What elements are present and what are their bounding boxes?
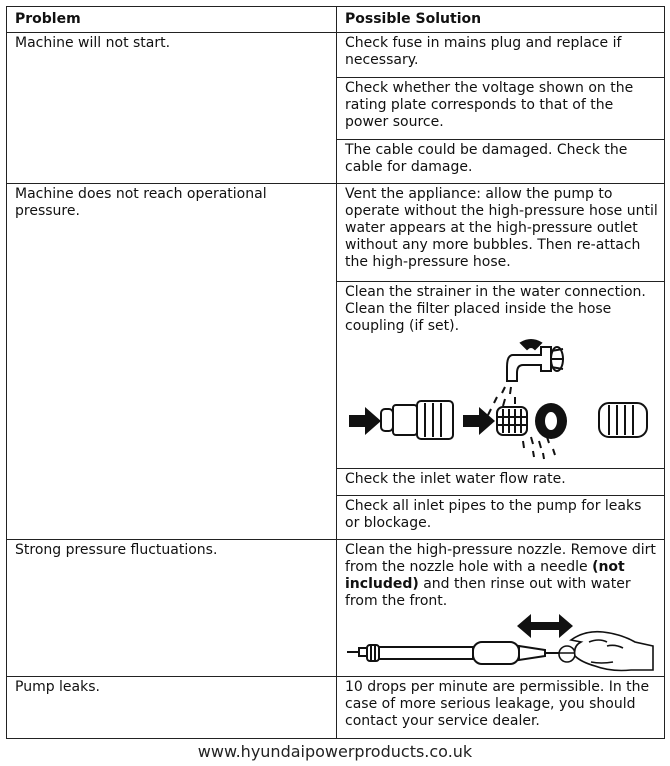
solution-cell: Check the inlet water flow rate.: [337, 469, 665, 496]
nozzle-text-part-1: Clean the high-pressure nozzle. Remove dirt from the nozzle hole with a needle: [345, 542, 656, 575]
nozzle-text-bold: (not included): [345, 559, 625, 592]
pump-inlet-icon: [599, 403, 647, 437]
table-row: [7, 677, 665, 739]
nozzle-text-part-2: and then rinse out with water from the front.: [345, 576, 631, 609]
table-row: [7, 184, 665, 282]
header-possible-solution: Possible Solution: [337, 7, 665, 33]
nozzle-instruction: [345, 542, 658, 610]
table-row: [7, 540, 665, 677]
double-arrow-icon: [517, 614, 573, 638]
solution-cell: Vent the appliance: allow the pump to operate without the high-pressure hose until water appears at the high-pressure outlet without any more bubbles. Then re-attach the high-pressure hose.: [337, 184, 665, 282]
header-problem: Problem: [7, 7, 337, 33]
problem-cell: Strong pressure fluctuations.: [7, 540, 337, 677]
solution-cell: 10 drops per minute are permissible. In the case of more serious leakage, you should contact your service dealer.: [337, 677, 665, 739]
strainer-filter-icon: [497, 407, 527, 435]
problem-cell: Pump leaks.: [7, 677, 337, 739]
strainer-instruction: Clean the strainer in the water connection. Clean the filter placed inside the hose coupling (if set).: [345, 284, 646, 334]
hose-coupling-icon: [381, 401, 453, 439]
problem-cell: Machine does not reach operational pressure.: [7, 184, 337, 540]
problem-cell: Machine will not start.: [7, 33, 337, 184]
solution-cell: Check fuse in mains plug and replace if necessary.: [337, 33, 665, 78]
solution-cell: The cable could be damaged. Check the cable for damage.: [337, 140, 665, 184]
table-row: [7, 33, 665, 78]
needle-hand-icon: [559, 632, 653, 671]
nozzle-cleaning-illustration: [345, 612, 659, 674]
hose-coupling-illustration: [345, 337, 659, 465]
solution-cell: [337, 282, 665, 469]
header-row: [7, 7, 665, 33]
solution-cell: Check all inlet pipes to the pump for leaks or blockage.: [337, 496, 665, 540]
water-tap-icon: [507, 340, 564, 381]
lance-icon: [347, 642, 559, 664]
footer-website: www.hyundaipowerproducts.co.uk: [197, 742, 473, 761]
solution-cell: [337, 540, 665, 677]
washer-ring-icon: [535, 403, 567, 439]
troubleshooting-table: [6, 6, 665, 739]
solution-cell: Check whether the voltage shown on the rating plate corresponds to that of the power source.: [337, 78, 665, 140]
